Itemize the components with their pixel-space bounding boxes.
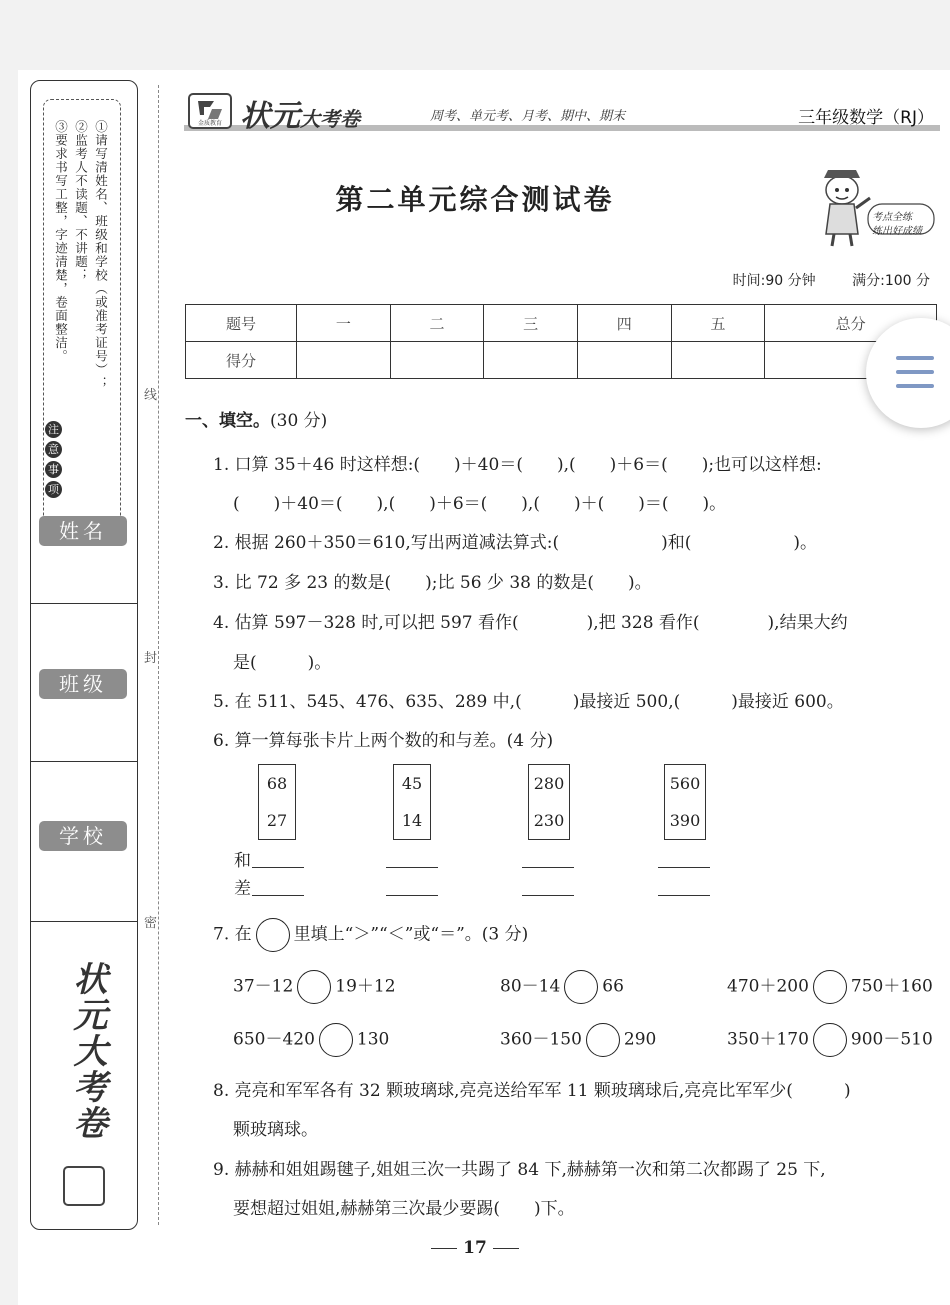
- class-label: 班级: [39, 669, 127, 699]
- compare-item: [500, 1023, 656, 1057]
- number-card: [664, 764, 706, 840]
- score-table: [185, 304, 937, 379]
- binding-strip: [30, 80, 138, 1230]
- page-number: 17: [0, 1238, 950, 1258]
- question-6: 6. 算一算每张卡片上两个数的和与差。(4 分): [213, 731, 554, 751]
- compare-left: 470＋200: [727, 976, 809, 997]
- card-number: 230: [533, 811, 565, 830]
- score-cell: 题号: [186, 305, 297, 342]
- score-table-row: [186, 342, 937, 379]
- compare-right: 66: [602, 976, 624, 997]
- question-7: [213, 918, 528, 952]
- compare-circle[interactable]: [564, 970, 598, 1004]
- card-number: 68: [266, 774, 288, 793]
- compare-left: 360－150: [500, 1029, 582, 1050]
- question-1a: 1. 口算 35＋46 时这样想:( )＋40＝( ),( )＋6＝( );也可以这样想:: [213, 455, 822, 475]
- score-input-cell[interactable]: [671, 342, 765, 379]
- question-2: 2. 根据 260＋350＝610,写出两道减法算式:( )和( )。: [213, 533, 818, 553]
- question-1b: ( )＋40＝( ),( )＋6＝( ),( )＋( )＝( )。: [233, 494, 727, 514]
- answer-blank[interactable]: [522, 867, 574, 868]
- section-heading: 一、填空。: [185, 411, 270, 431]
- brand-main: 状元: [240, 99, 300, 134]
- compare-right: 19＋12: [335, 976, 396, 997]
- notice-2: ②监考人不读题、不讲题；: [73, 120, 89, 282]
- notice-head-char: 项: [45, 481, 62, 498]
- mascot-text-1: 考点全练: [872, 212, 912, 223]
- question-9a: 9. 赫赫和姐姐踢毽子,姐姐三次一共踢了 84 下,赫赫第一次和第二次都踢了 25 下,: [213, 1160, 826, 1180]
- name-label: 姓名: [39, 516, 127, 546]
- compare-item: [233, 970, 396, 1004]
- compare-left: 80－14: [500, 976, 561, 997]
- question-7-text2: 里填上“＞”“＜”或“＝”。(3 分): [293, 924, 529, 945]
- question-9b: 要想超过姐姐,赫赫第三次最少要踢( )下。: [233, 1199, 575, 1219]
- full-score: 满分:100 分: [852, 273, 930, 289]
- compare-item: [500, 970, 624, 1004]
- brand-title: [240, 91, 360, 135]
- score-input-cell[interactable]: [390, 342, 484, 379]
- score-input-cell[interactable]: [577, 342, 671, 379]
- time-limit: 时间:90 分钟: [732, 273, 816, 289]
- score-cell: 得分: [186, 342, 297, 379]
- compare-right: 900－510: [850, 1029, 933, 1050]
- publisher-name: 金质教育: [197, 120, 222, 127]
- compare-circle[interactable]: [813, 1023, 847, 1057]
- question-4b: 是( )。: [233, 653, 332, 673]
- answer-blank[interactable]: [522, 895, 574, 896]
- compare-item: [233, 1023, 389, 1057]
- notice-1: ①请写清姓名、班级和学校（或准考证号）；: [93, 120, 109, 390]
- question-7-text: 7. 在: [213, 924, 252, 945]
- compare-circle[interactable]: [297, 970, 331, 1004]
- compare-left: 37－12: [233, 976, 294, 997]
- mascot-illustration: [812, 168, 940, 248]
- card-number: 280: [533, 774, 565, 793]
- menu-icon: [896, 370, 934, 374]
- side-logo: [51, 961, 117, 1211]
- compare-circle[interactable]: [319, 1023, 353, 1057]
- score-cell: 一: [297, 305, 391, 342]
- compare-item: [727, 1023, 933, 1057]
- school-label: 学校: [39, 821, 127, 851]
- cut-line: [158, 85, 159, 1225]
- notice-head-char: 事: [45, 461, 62, 478]
- sum-label: 和: [234, 851, 251, 871]
- side-logo-text: 状元大考卷: [67, 961, 107, 1141]
- number-card: [258, 764, 296, 840]
- notice-head-char: 注: [45, 421, 62, 438]
- compare-left: 650－420: [233, 1029, 315, 1050]
- question-8b: 颗玻璃球。: [233, 1120, 318, 1140]
- menu-icon: [896, 356, 934, 360]
- answer-blank[interactable]: [386, 895, 438, 896]
- section-score: (30 分): [270, 411, 328, 431]
- section-title: [185, 406, 327, 431]
- question-5: 5. 在 511、545、476、635、289 中,( )最接近 500,( )最接近 600。: [213, 692, 844, 712]
- grade-subject: 三年级数学（RJ）: [798, 108, 934, 128]
- score-table-header-row: [186, 305, 937, 342]
- notice-3: ③要求书写工整，字迹清楚，卷面整洁。: [53, 120, 69, 363]
- question-8a: 8. 亮亮和军军各有 32 颗玻璃球,亮亮送给军军 11 颗玻璃球后,亮亮比军军少( ): [213, 1081, 851, 1101]
- score-cell: 总分: [765, 305, 937, 342]
- cut-mark: 密: [144, 916, 158, 931]
- card-number: 45: [401, 774, 423, 793]
- answer-blank[interactable]: [658, 867, 710, 868]
- mascot-text-2: 练出好成绩: [872, 226, 922, 237]
- score-input-cell[interactable]: [484, 342, 578, 379]
- question-4a: 4. 估算 597－328 时,可以把 597 看作( ),把 328 看作( ),结果大约: [213, 613, 848, 633]
- card-number: 560: [669, 774, 701, 793]
- question-3: 3. 比 72 多 23 的数是( );比 56 少 38 的数是( )。: [213, 573, 652, 593]
- compare-item: [727, 970, 933, 1004]
- compare-circle[interactable]: [586, 1023, 620, 1057]
- notice-heading: [45, 421, 63, 498]
- compare-right: 750＋160: [850, 976, 933, 997]
- page-title: 第二单元综合测试卷: [335, 183, 615, 216]
- score-cell: 二: [390, 305, 484, 342]
- divider: [31, 761, 137, 762]
- menu-icon: [896, 384, 934, 388]
- score-cell: 五: [671, 305, 765, 342]
- tagline: 周考、单元考、月考、期中、期末: [430, 109, 626, 124]
- publisher-logo-icon: [188, 93, 232, 129]
- circle-icon: [256, 918, 290, 952]
- divider: [31, 603, 137, 604]
- score-cell: 四: [577, 305, 671, 342]
- cut-mark: 线: [144, 388, 158, 403]
- number-card: [393, 764, 431, 840]
- answer-blank[interactable]: [386, 867, 438, 868]
- card-number: 390: [669, 811, 701, 830]
- divider: [31, 921, 137, 922]
- exam-meta: [701, 270, 930, 290]
- number-card: [528, 764, 570, 840]
- answer-blank[interactable]: [658, 895, 710, 896]
- compare-right: 130: [356, 1029, 390, 1050]
- diff-label: 差: [234, 879, 251, 899]
- card-number: 27: [266, 811, 288, 830]
- score-input-cell[interactable]: [297, 342, 391, 379]
- answer-blank[interactable]: [252, 867, 304, 868]
- cut-mark: 封: [144, 651, 158, 666]
- score-cell: 三: [484, 305, 578, 342]
- brand-sub: 大考卷: [300, 107, 360, 131]
- logo-mark-icon: [63, 1166, 105, 1206]
- compare-left: 350＋170: [727, 1029, 809, 1050]
- answer-blank[interactable]: [252, 895, 304, 896]
- notice-head-char: 意: [45, 441, 62, 458]
- card-number: 14: [401, 811, 423, 830]
- compare-right: 290: [623, 1029, 657, 1050]
- compare-circle[interactable]: [813, 970, 847, 1004]
- page-header: [184, 93, 940, 134]
